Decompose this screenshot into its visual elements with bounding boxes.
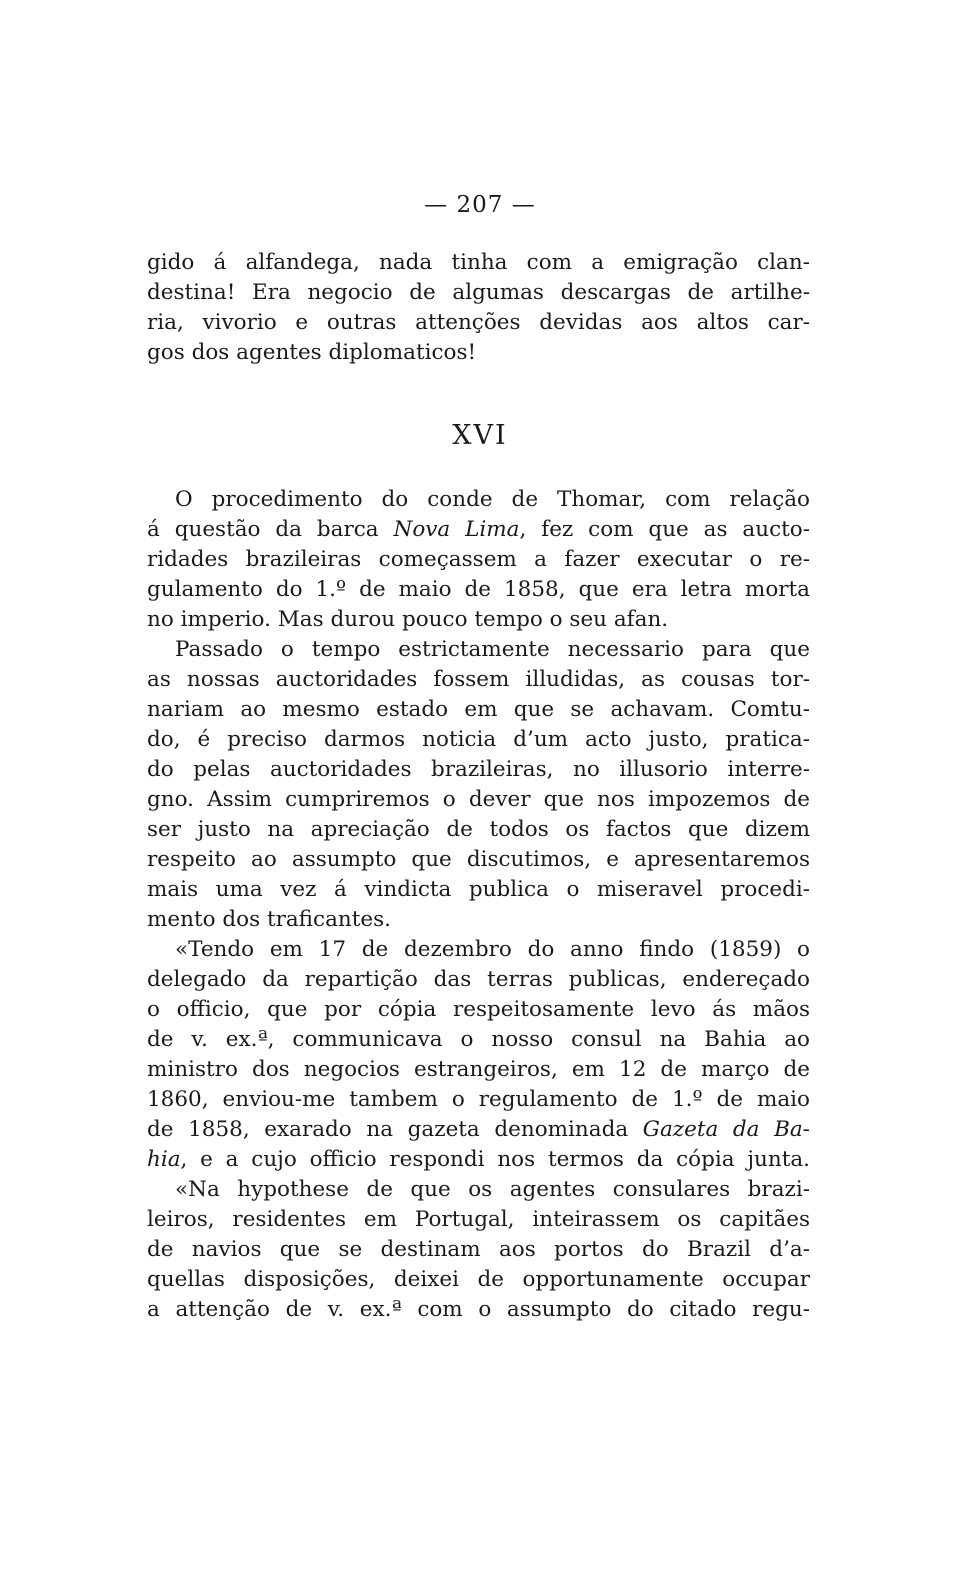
text-line xyxy=(147,815,810,845)
text-line xyxy=(147,1235,810,1265)
italic-text-run: hia xyxy=(147,1147,181,1172)
text-line xyxy=(147,965,810,995)
text-run: ser justo na apreciação de todos os factos que dizem xyxy=(147,817,810,842)
text-line xyxy=(147,785,810,815)
text-run: 1860, enviou-me tambem o regulamento de 1.º de maio xyxy=(147,1087,810,1112)
paragraph xyxy=(147,635,810,935)
text-line xyxy=(147,485,810,515)
main-text-block xyxy=(147,485,810,1325)
text-line xyxy=(147,725,810,755)
text-line xyxy=(147,515,810,545)
text-run: ria, vivorio e outras attenções devidas aos altos car- xyxy=(147,310,810,335)
text-line xyxy=(147,1145,810,1175)
text-run: , fez com que as aucto- xyxy=(519,517,810,542)
text-run: gulamento do 1.º de maio de 1858, que era letra morta xyxy=(147,577,810,602)
text-line xyxy=(147,1115,810,1145)
text-line xyxy=(147,755,810,785)
text-run: as nossas auctoridades fossem illudidas, as cousas tor- xyxy=(147,667,810,692)
paragraph xyxy=(147,248,810,368)
text-run: gos dos agentes diplomaticos! xyxy=(147,340,477,365)
text-run: no imperio. Mas durou pouco tempo o seu afan. xyxy=(147,607,669,632)
text-run: , e a cujo officio respondi nos termos da cópia junta. xyxy=(180,1147,810,1172)
text-run: ministro dos negocios estrangeiros, em 12 de março de xyxy=(147,1057,810,1082)
text-line xyxy=(147,1295,810,1325)
text-line xyxy=(147,1265,810,1295)
text-line xyxy=(147,1175,810,1205)
paragraph xyxy=(147,1175,810,1325)
italic-text-run: Gazeta da Ba- xyxy=(642,1117,810,1142)
opening-paragraph-block xyxy=(147,248,810,368)
text-run: respeito ao assumpto que discutimos, e apresentaremos xyxy=(147,847,810,872)
text-run: do pelas auctoridades brazileiras, no illusorio interre- xyxy=(147,757,810,782)
text-line xyxy=(147,635,810,665)
text-line xyxy=(147,845,810,875)
text-run: de navios que se destinam aos portos do Brazil d’a- xyxy=(147,1237,810,1262)
text-line xyxy=(147,665,810,695)
text-run: «Tendo em 17 de dezembro do anno findo (1859) o xyxy=(175,937,810,962)
text-run: nariam ao mesmo estado em que se achavam. Comtu- xyxy=(147,697,810,722)
text-run: mento dos traficantes. xyxy=(147,907,391,932)
text-run: á questão da barca xyxy=(147,517,394,542)
text-run: gido á alfandega, nada tinha com a emigração clan- xyxy=(147,250,810,275)
text-line xyxy=(147,308,810,338)
text-run: destina! Era negocio de algumas descargas de artilhe- xyxy=(147,280,810,305)
text-run: Passado o tempo estrictamente necessario para que xyxy=(175,637,810,662)
text-run: O procedimento do conde de Thomar, com relação xyxy=(175,487,810,512)
text-line xyxy=(147,248,810,278)
text-line xyxy=(147,545,810,575)
italic-text-run: Nova Lima xyxy=(393,517,520,542)
text-run: mais uma vez á vindicta publica o miseravel procedi- xyxy=(147,877,810,902)
page-number: — 207 — xyxy=(424,192,536,218)
section-heading: XVI xyxy=(452,420,508,451)
text-run: delegado da repartição das terras publicas, endereçado xyxy=(147,967,810,992)
text-line xyxy=(147,935,810,965)
text-line xyxy=(147,1205,810,1235)
text-run: de 1858, exarado na gazeta denominada xyxy=(147,1117,643,1142)
text-line xyxy=(147,338,810,368)
text-line xyxy=(147,1085,810,1115)
text-run: «Na hypothese de que os agentes consulares brazi- xyxy=(175,1177,810,1202)
text-line xyxy=(147,905,810,935)
text-run: de v. ex.ª, communicava o nosso consul na Bahia ao xyxy=(147,1027,810,1052)
text-line xyxy=(147,875,810,905)
text-line xyxy=(147,605,810,635)
text-run: leiros, residentes em Portugal, inteirassem os capitães xyxy=(147,1207,810,1232)
text-line xyxy=(147,695,810,725)
text-run: gno. Assim cumpriremos o dever que nos impozemos de xyxy=(147,787,810,812)
text-run: a attenção de v. ex.ª com o assumpto do citado regu- xyxy=(147,1297,810,1322)
text-line xyxy=(147,278,810,308)
text-line xyxy=(147,995,810,1025)
text-run: ridades brazileiras começassem a fazer executar o re- xyxy=(147,547,810,572)
text-run: o officio, que por cópia respeitosamente levo ás mãos xyxy=(147,997,810,1022)
text-run: do, é preciso darmos noticia d’um acto justo, pratica- xyxy=(147,727,810,752)
paragraph xyxy=(147,485,810,635)
text-run: quellas disposições, deixei de opportunamente occupar xyxy=(147,1267,810,1292)
text-line xyxy=(147,575,810,605)
paragraph xyxy=(147,935,810,1175)
text-line xyxy=(147,1055,810,1085)
text-line xyxy=(147,1025,810,1055)
